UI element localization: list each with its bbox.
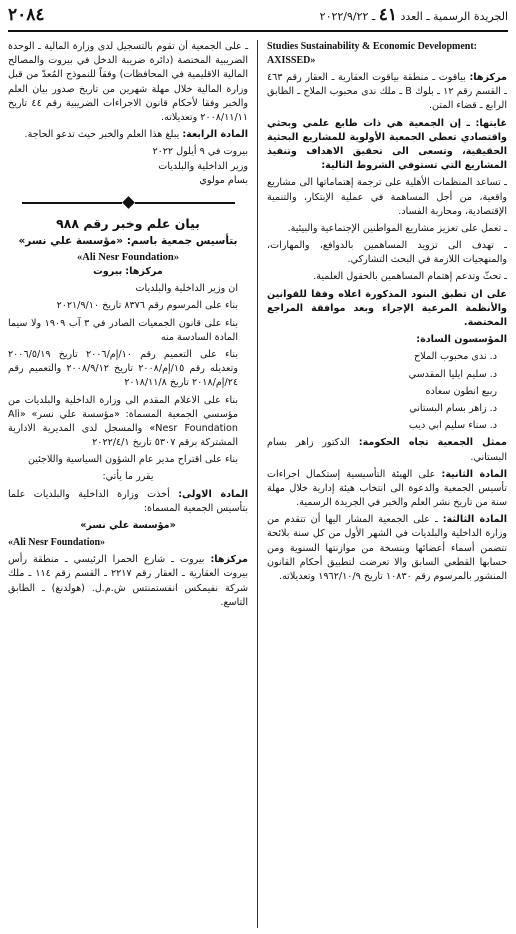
consideration-item: بناء على المرسوم رقم ٨٣٧٦ تاريخ ٢٠٢١/٩/١٠ [56, 300, 238, 312]
goals-label: غايتها: [475, 117, 507, 129]
article-two-label: المادة الثانية: [441, 468, 507, 480]
running-title [320, 3, 508, 28]
founder-name: د. زاهر بسام البستاني [409, 402, 497, 414]
representative-label: ممثل الجمعية تجاه الحكومة: [358, 437, 507, 449]
article-one-label: المادة الاولى: [178, 488, 248, 500]
article-two [267, 468, 507, 511]
goal-bullet: ـ تعمل على تعزيز مشاريع المواطنين الإجتماعية والبيئية. [287, 222, 507, 234]
hq-paragraph [267, 71, 507, 114]
goal-bullet: ـ تساعد المنظمات الأهلية على ترجمة إهتماماتها الى مشاريع واقعية، من أجل المساهمة في عملية الإبتكار، والتنمية الإقتصادية، ومحاربة الفساد. [267, 177, 507, 217]
association-hq-text: بيروت ـ شارع الحمرا الرئيسي ـ منطقة رأس بيروت العقارية ـ العقار رقم ٢٢١٧ ـ القسم رقم ١١٤ ـ ملك شركة نفيمكس انفستمنتس ش.م.ل. (هولدنغ) ـ الطابق التاسع. [8, 554, 248, 608]
article-one [8, 488, 248, 516]
consideration-item: بناء على اقتراح مدير عام الشؤون السياسية واللاجئين [27, 454, 238, 466]
article-three [267, 513, 507, 584]
text-columns [8, 40, 508, 928]
issue-number: ٤١ [378, 4, 397, 25]
tax-registration-text: ـ على الجمعية أن تقوم بالتسجيل لدى وزارة المالية ـ الوحدة الضريبية المختصة (دائرة ضريبة الدخل في بيروت والمصالح المالية الاقليمية في المحافظات) وفقاً للنموذج المُعدّ من قبل وزارة المالية خلال مهلة شهرين من تاريخ صدور بيان العلم والخبر وفقا لأحكام قانون الاجراءات الضريبية رقم ٤٤ تاريخ ٢٠٠٨/١١/١١ وتعديلاته. [8, 41, 248, 123]
page-number: ٢٠٨٤ [8, 4, 45, 25]
section-divider [8, 198, 248, 207]
representative-paragraph [267, 436, 507, 464]
signature-title: وزير الداخلية والبلديات [158, 160, 248, 172]
column-rule [257, 40, 258, 928]
consideration-item: بناء على التعميم رقم ١٠/إم/٢٠٠٦ تاريخ ٢٠٠٦/٥/١٩ وتعديله رقم ١٥/إم/٢٠٠٨ تاريخ ٢٠٠٨/٩/١٢ والتعميم رقم ٢٤/إم/٢٠١٨ تاريخ ٢٠١٨/١١/٨ [8, 348, 238, 389]
article-four-text: يبلغ هذا العلم والخبر حيث تدعو الحاجة. [24, 129, 180, 141]
consideration-item: ان وزير الداخلية والبلديات [135, 283, 238, 295]
notice-title: بيان علم وخبر رقم ٩٨٨ [56, 216, 200, 232]
association-name-en: «Ali Nesr Foundation» [8, 537, 106, 549]
hq-label: مركزها: [469, 72, 507, 83]
consideration-item: بناء على قانون الجمعيات الصادر في ٣ آب ١٩٠٩ ولا سيما المادة السادسة منه [8, 317, 238, 343]
notice-hq-label: مركزها: [125, 266, 163, 278]
founder-name: د. سليم ايليا المقدسي [408, 368, 497, 380]
right-column [261, 40, 507, 928]
founder-name: ربيع انطون سعاده [425, 385, 497, 397]
goals-paragraph [267, 117, 507, 174]
issue-date: ـ ٢٠٢٢/٩/٢٢ [319, 9, 376, 23]
commitment-paragraph: على ان تطبق البنود المذكورة اعلاه وفقا للقوانين والأنظمة المرعية الإجراء وبعد موافقة المراجع المختصة. [267, 288, 507, 328]
english-association-name: Studies Sustainability & Economic Development: AXISSED» [267, 41, 478, 66]
goal-bullet: ـ تهدف الى تزويد المساهمين بالدوافع، والمهارات، والمنهجيات اللازمة في البحث التشاركي. [267, 240, 507, 266]
association-hq [8, 553, 248, 610]
signature-name: بسام مولوي [199, 175, 248, 187]
association-hq-label: مركزها: [210, 554, 248, 566]
hq-text: بياقوت ـ منطقة بياقوت العقارية ـ العقار رقم ٤٦٣ ـ القسم رقم ١٢ ـ بلوك B ـ ملك ندى محبوب الملاح ـ الطابق الرابع ـ قضاء المتن. [267, 72, 507, 112]
signature-block [8, 145, 248, 188]
signature-date: بيروت في ٩ أيلول ٢٠٢٢ [152, 146, 248, 158]
article-three-text: ـ على الجمعية المشار اليها أن تتقدم من وزارة الداخلية والبلديات في الشهر الأول من كل سنة بلائحة تتضمن أسماء أعضائها وبنسخة من موازنتها السنوية ومن حسابها القطعي السابق والا تعرضت لتطبيق أحكام القانون المنشور بالمرسوم رقم ١٠٨٣٠ تاريخ ١٩٦٢/١٠/٩ وتعديلاته. [267, 514, 507, 582]
goals-text: ـ إن الجمعية هي ذات طابع علمي وبحثي واقتصادي تعطي الجمعية الأولوية للمشاريع البحثية الحقيقية، وتسعى الى تحقيق الاهداف وتنفيذ المشاريع التي تستوفي الشروط التالية: [267, 117, 507, 172]
notice-hq [8, 265, 248, 279]
founder-name: د. سناء سليم ابي ديب [408, 420, 497, 432]
article-two-text: على الهيئة التأسيسية إستكمال اجراءات تأسيس الجمعية والدعوة الى انتخاب هيئة إدارية خلال مهلة سنة من تاريخ نشر العلم والخبر في الجريدة الرسمية. [267, 468, 507, 509]
founder-name: د. ندى محبوب الملاح [414, 351, 497, 363]
decides-line: يقرر ما يأتي: [102, 471, 154, 483]
founders-label: المؤسسون السادة: [416, 334, 507, 346]
consideration-item: بناء على الاعلام المقدم الى وزارة الداخلية والبلديات من مؤسسي الجمعية المسماة: «مؤسسة علي نسر» «Ali Nesr Foundation» والمسجل لدى المديرية الادارية المشتركة برقم ٥٣٠٧ تاريخ ٢٠٢٢/٤/١ [8, 394, 239, 449]
article-three-label: المادة الثالثة: [442, 514, 507, 526]
article-one-text: أخذت وزارة الداخلية والبلديات علما بتأسيس الجمعية المسماة: [8, 488, 248, 514]
goal-bullet: ـ تحثّ وتدعم إهتمام المساهمين بالحقول العلمية. [313, 271, 507, 283]
association-name-ar: «مؤسسة علي نسر» [80, 520, 176, 532]
article-four-label: المادة الرابعة: [182, 129, 248, 141]
running-title-text: الجريدة الرسمية ـ العدد [400, 9, 508, 23]
page-header [8, 6, 508, 32]
notice-hq-text: بيروت [93, 266, 123, 278]
notice-english-name: «Ali Nesr Foundation» [77, 251, 179, 263]
article-four [8, 128, 248, 142]
left-column [8, 40, 254, 928]
representative-text: الدكتور زاهر بسام البستاني. [267, 437, 507, 463]
notice-subtitle: بتأسيس جمعية باسم: «مؤسسة علي نسر» [18, 234, 238, 247]
